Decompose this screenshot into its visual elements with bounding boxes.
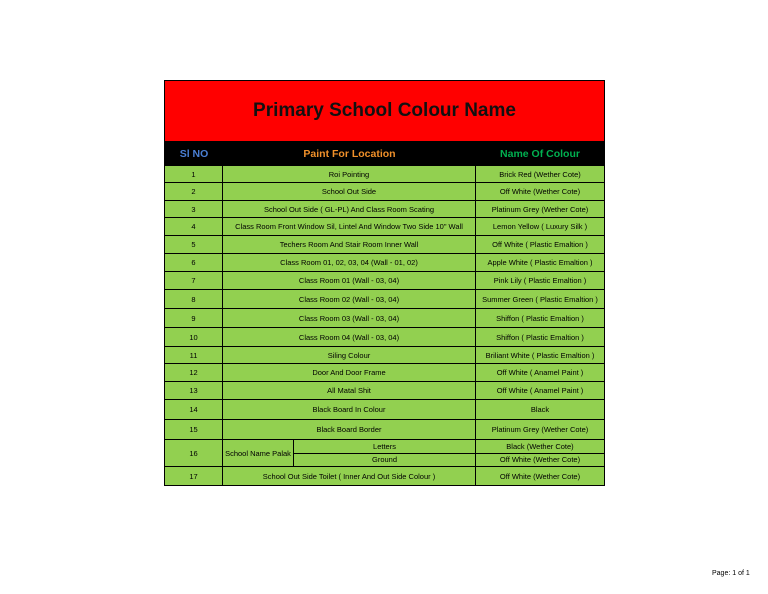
colour-cell: Shiffon ( Plastic Emaltion ) — [496, 332, 584, 342]
location-subparts — [294, 440, 475, 466]
table-header — [165, 142, 604, 166]
sl-no-cell: 1 — [165, 166, 223, 182]
table-row — [165, 166, 604, 183]
colour-cell: Briliant White ( Plastic Emaltion ) — [485, 350, 595, 360]
colour-cell: Pink Lily ( Plastic Emaltion ) — [493, 276, 587, 285]
location-cell: Techers Room And Stair Room Inner Wall — [223, 236, 476, 253]
header-colour-name: Name Of Colour — [500, 148, 580, 160]
page-number: Page: 1 of 1 — [712, 570, 750, 577]
table-row — [165, 272, 604, 290]
colour-cell: Black — [530, 405, 550, 414]
location-cell: Class Room 02 (Wall - 03, 04) — [223, 290, 476, 308]
colour-cell: Summer Green ( Plastic Emaltion ) — [482, 294, 598, 304]
colour-cell: Platinum Grey (Wether Cote) — [491, 204, 589, 214]
colour-cell: Lemon Yellow ( Luxury Silk ) — [492, 222, 588, 231]
table-row — [165, 254, 604, 272]
colour-cell — [476, 440, 604, 466]
colour-cell: Platinum Grey (Wether Cote) — [491, 425, 589, 434]
location-cell: School Out Side Toilet ( Inner And Out Side Colour ) — [223, 467, 476, 485]
location-cell: Class Room 01 (Wall - 03, 04) — [223, 272, 476, 289]
location-cell: Class Room 03 (Wall - 03, 04) — [223, 309, 476, 327]
table-row — [165, 382, 604, 400]
sl-no-cell: 9 — [165, 309, 223, 327]
location-cell: Class Room 04 (Wall - 03, 04) — [223, 328, 476, 346]
location-cell: Class Room 01, 02, 03, 04 (Wall - 01, 02) — [223, 254, 476, 271]
sl-no-cell: 12 — [165, 364, 223, 381]
location-cell: Class Room Front Window Sil, Lintel And Window Two Side 10" Wall — [223, 218, 476, 235]
page-title: Primary School Colour Name — [253, 100, 516, 121]
location-cell: Black Board Border — [223, 420, 476, 439]
location-sub-ground: Ground — [371, 455, 398, 465]
colour-sub-ground: Off White (Wether Cote) — [499, 455, 581, 465]
table-row — [165, 328, 604, 347]
colour-cell: Off White (Wether Cote) — [499, 187, 581, 196]
sl-no-cell: 16 — [165, 440, 223, 466]
location-cell: School Out Side — [223, 183, 476, 200]
colour-cell: Off White (Wether Cote) — [499, 471, 581, 481]
location-split-cell — [223, 440, 476, 466]
sl-no-cell: 8 — [165, 290, 223, 308]
table-row — [165, 236, 604, 254]
location-cell: Door And Door Frame — [223, 364, 476, 381]
colour-cell: Off White ( Anamel Paint ) — [496, 386, 584, 395]
header-sl-no: Sl NO — [179, 148, 209, 160]
table-row — [165, 467, 604, 485]
location-label: School Name Palak — [223, 440, 294, 466]
header-paint-location: Paint For Location — [303, 148, 396, 160]
table-body — [165, 166, 604, 485]
table-row — [165, 420, 604, 440]
sl-no-cell: 2 — [165, 183, 223, 200]
location-cell: Black Board In Colour — [223, 400, 476, 419]
location-cell: All Matal Shit — [223, 382, 476, 399]
title-banner — [165, 81, 604, 142]
location-cell: Siling Colour — [223, 347, 476, 363]
sl-no-cell: 6 — [165, 254, 223, 271]
colour-cell: Off White ( Plastic Emaltion ) — [492, 240, 588, 249]
sl-no-cell: 4 — [165, 218, 223, 235]
colour-sub-letters: Black (Wether Cote) — [476, 440, 604, 454]
sl-no-cell: 14 — [165, 400, 223, 419]
sl-no-cell: 13 — [165, 382, 223, 399]
colour-cell: Brick Red (Wether Cote) — [499, 169, 581, 179]
location-sub-letters: Letters — [294, 440, 475, 454]
table-row — [165, 218, 604, 236]
table-row — [165, 440, 604, 467]
table-row — [165, 309, 604, 328]
table-row — [165, 201, 604, 218]
location-cell: School Out Side ( GL-PL) And Class Room Scating — [223, 201, 476, 217]
colour-cell: Shiffon ( Plastic Emaltion ) — [496, 313, 584, 323]
sl-no-cell: 3 — [165, 201, 223, 217]
table-row — [165, 347, 604, 364]
table-row — [165, 400, 604, 420]
sl-no-cell: 15 — [165, 420, 223, 439]
colour-schedule-table — [164, 80, 605, 486]
sl-no-cell: 7 — [165, 272, 223, 289]
location-cell: Roi Pointing — [223, 166, 476, 182]
sl-no-cell: 10 — [165, 328, 223, 346]
table-row — [165, 364, 604, 382]
colour-cell: Apple White ( Plastic Emaltion ) — [487, 258, 593, 267]
colour-cell: Off White ( Anamel Paint ) — [496, 368, 584, 377]
sl-no-cell: 17 — [165, 467, 223, 485]
sl-no-cell: 5 — [165, 236, 223, 253]
sl-no-cell: 11 — [165, 347, 223, 363]
table-row — [165, 290, 604, 309]
table-row — [165, 183, 604, 201]
